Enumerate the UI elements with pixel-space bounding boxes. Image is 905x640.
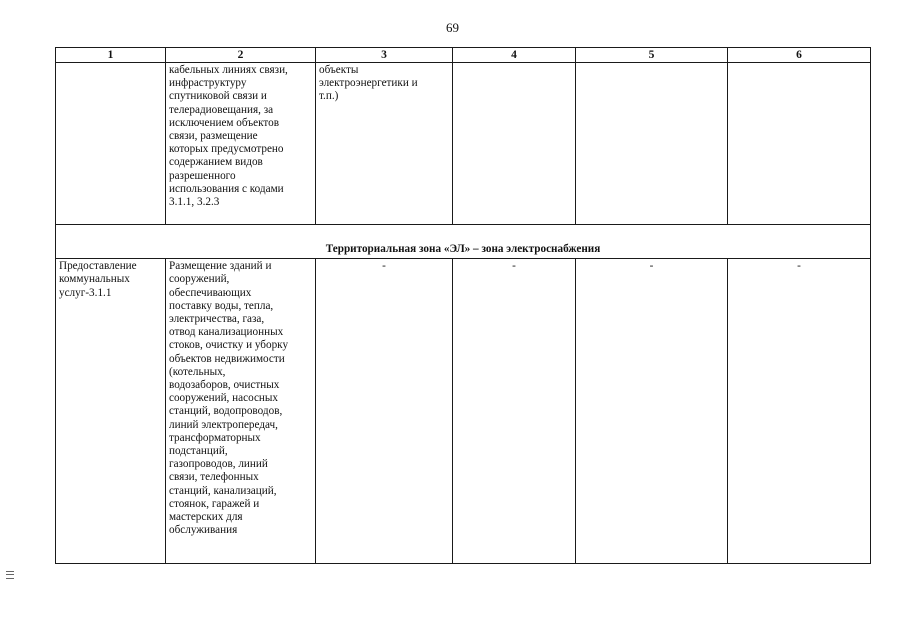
header-col-1: 1 <box>56 48 166 63</box>
table-row-utility <box>56 259 871 564</box>
header-col-3: 3 <box>316 48 453 63</box>
continuation-cell-3: объекты электроэнергетики и т.п.) <box>316 63 453 225</box>
header-col-4: 4 <box>453 48 576 63</box>
continuation-cell-5 <box>576 63 728 225</box>
zone-title: Территориальная зона «ЭЛ» – зона электроснабжения <box>56 225 871 259</box>
utility-cell-4: - <box>453 259 576 564</box>
header-col-6: 6 <box>728 48 871 63</box>
utility-cell-6: - <box>728 259 871 564</box>
zone-header-row <box>56 225 871 259</box>
land-use-table <box>55 47 871 564</box>
continuation-cell-2: кабельных линиях связи, инфраструктуру спутниковой связи и телерадиовещания, за исключением объектов связи, размещение которых предусмотрено содержанием видов разрешенного использования с кодами 3.1.1, 3.2.3 <box>166 63 316 225</box>
header-col-5: 5 <box>576 48 728 63</box>
page-number: 69 <box>446 20 459 35</box>
utility-cell-5: - <box>576 259 728 564</box>
header-row <box>56 48 871 63</box>
utility-cell-3: - <box>316 259 453 564</box>
continuation-cell-4 <box>453 63 576 225</box>
continuation-cell-6 <box>728 63 871 225</box>
table-row-continuation <box>56 63 871 225</box>
utility-cell-2: Размещение зданий и сооружений, обеспечивающих поставку воды, тепла, электричества, газа, отвод канализационных стоков, очистку и уборку объектов недвижимости (котельных, водозаборов, очистных сооружений, насосных станций, водопроводов, линий электропередач, трансформаторных подстанций, газопроводов, линий связи, телефонных станций, канализаций, стоянок, гаражей и мастерских для обслуживания <box>166 259 316 564</box>
continuation-cell-1 <box>56 63 166 225</box>
utility-cell-1: Предоставление коммунальных услуг-3.1.1 <box>56 259 166 564</box>
margin-mark <box>6 571 14 579</box>
header-col-2: 2 <box>166 48 316 63</box>
